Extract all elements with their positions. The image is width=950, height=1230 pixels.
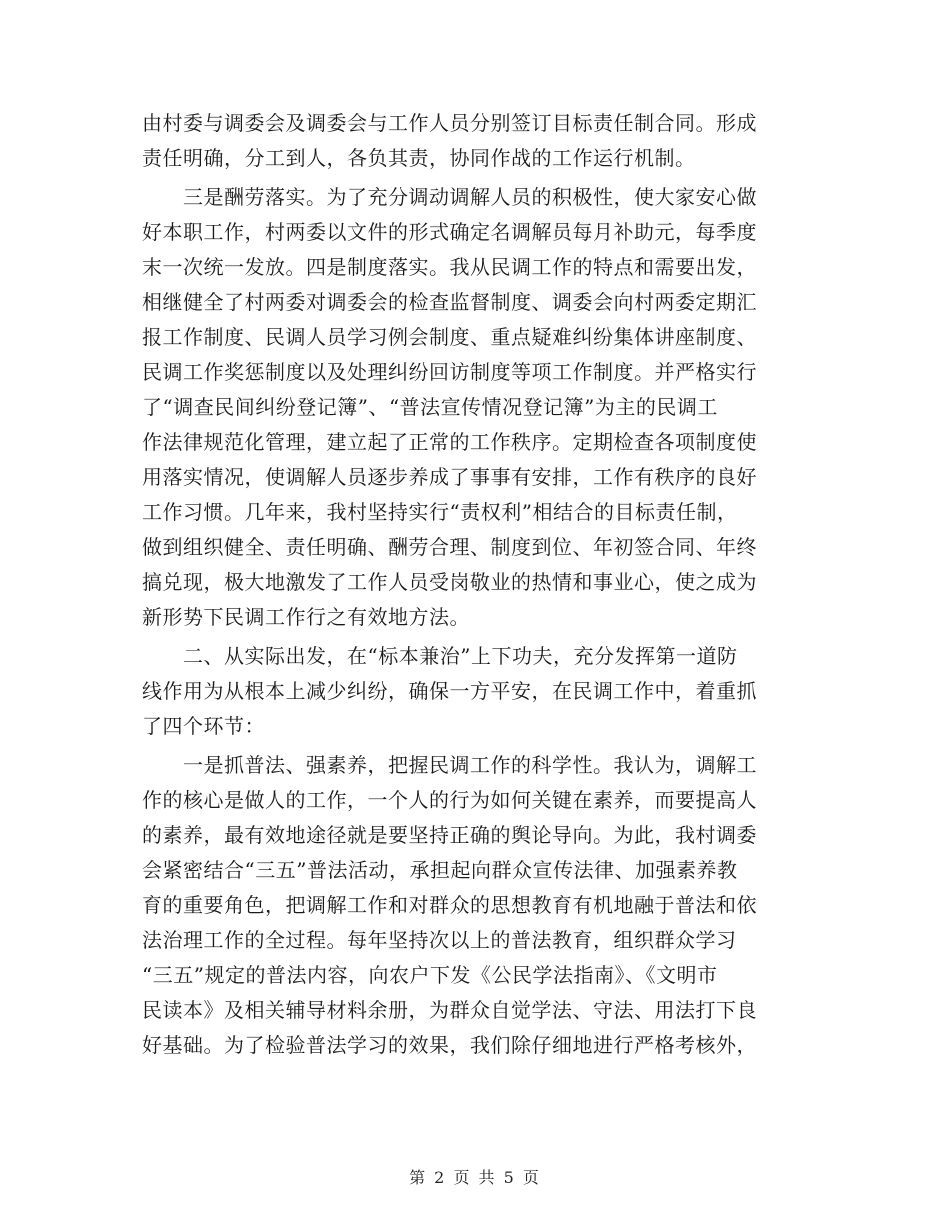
text-line: 新形势下民调工作行之有效地方法。 <box>142 605 470 629</box>
text-line: 做到组织健全、责任明确、酬劳合理、制度到位、年初签合同、年终 <box>142 535 757 559</box>
text-line: 三是酬劳落实。为了充分调动调解人员的积极性，使大家安心做 <box>142 185 757 209</box>
text-line: 作法律规范化管理，建立起了正常的工作秩序。定期检查各项制度使 <box>142 430 757 454</box>
text-line: 的素养，最有效地途径就是要坚持正确的舆论导向。为此，我村调委 <box>142 823 757 847</box>
page-number-footer: 第 2 页 共 5 页 <box>409 1168 541 1187</box>
body-text <box>142 106 812 1063</box>
text-line: 了四个环节： <box>142 714 265 738</box>
text-line: 民调工作奖惩制度以及处理纠纷回访制度等项工作制度。并严格实行 <box>142 360 757 384</box>
text-line: 作的核心是做人的工作，一个人的行为如何关键在素养，而要提高人 <box>142 788 757 812</box>
text-line: 相继健全了村两委对调委会的检查监督制度、调委会向村两委定期汇 <box>142 290 757 314</box>
text-line: 了“调查民间纠纷登记簿”、“普法宣传情况登记簿”为主的民调工 <box>142 395 718 419</box>
text-line: 法治理工作的全过程。每年坚持次以上的普法教育，组织群众学习 <box>142 928 737 952</box>
text-line: 二、从实际出发，在“标本兼治”上下功夫，充分发挥第一道防 <box>142 644 738 668</box>
text-line: 责任明确，分工到人，各负其责，协同作战的工作运行机制。 <box>142 146 696 170</box>
text-line: “三五”规定的普法内容，向农户下发《公民学法指南》、《文明市 <box>142 963 718 987</box>
text-line: 好基础。为了检验普法学习的效果，我们除仔细地进行严格考核外， <box>142 1033 757 1057</box>
text-line: 线作用为从根本上减少纠纷，确保一方平安，在民调工作中，着重抓 <box>142 679 757 703</box>
text-line: 一是抓普法、强素养，把握民调工作的科学性。我认为，调解工 <box>142 753 757 777</box>
text-line: 民读本》及相关辅导材料余册，为群众自觉学法、守法、用法打下良 <box>142 998 757 1022</box>
text-line: 会紧密结合“三五”普法活动，承担起向群众宣传法律、加强素养教 <box>142 858 738 882</box>
text-line: 末一次统一发放。四是制度落实。我从民调工作的特点和需要出发， <box>142 255 757 279</box>
text-line: 报工作制度、民调人员学习例会制度、重点疑难纠纷集体讲座制度、 <box>142 325 757 349</box>
text-line: 工作习惯。几年来，我村坚持实行“责权利”相结合的目标责任制， <box>142 500 738 524</box>
text-line: 由村委与调委会及调委会与工作人员分别签订目标责任制合同。形成 <box>142 111 757 135</box>
text-line: 好本职工作，村两委以文件的形式确定名调解员每月补助元，每季度 <box>142 220 757 244</box>
text-line: 搞兑现，极大地激发了工作人员受岗敬业的热情和事业心，使之成为 <box>142 570 757 594</box>
text-line: 育的重要角色，把调解工作和对群众的思想教育有机地融于普法和依 <box>142 893 757 917</box>
text-line: 用落实情况，使调解人员逐步养成了事事有安排，工作有秩序的良好 <box>142 465 757 489</box>
